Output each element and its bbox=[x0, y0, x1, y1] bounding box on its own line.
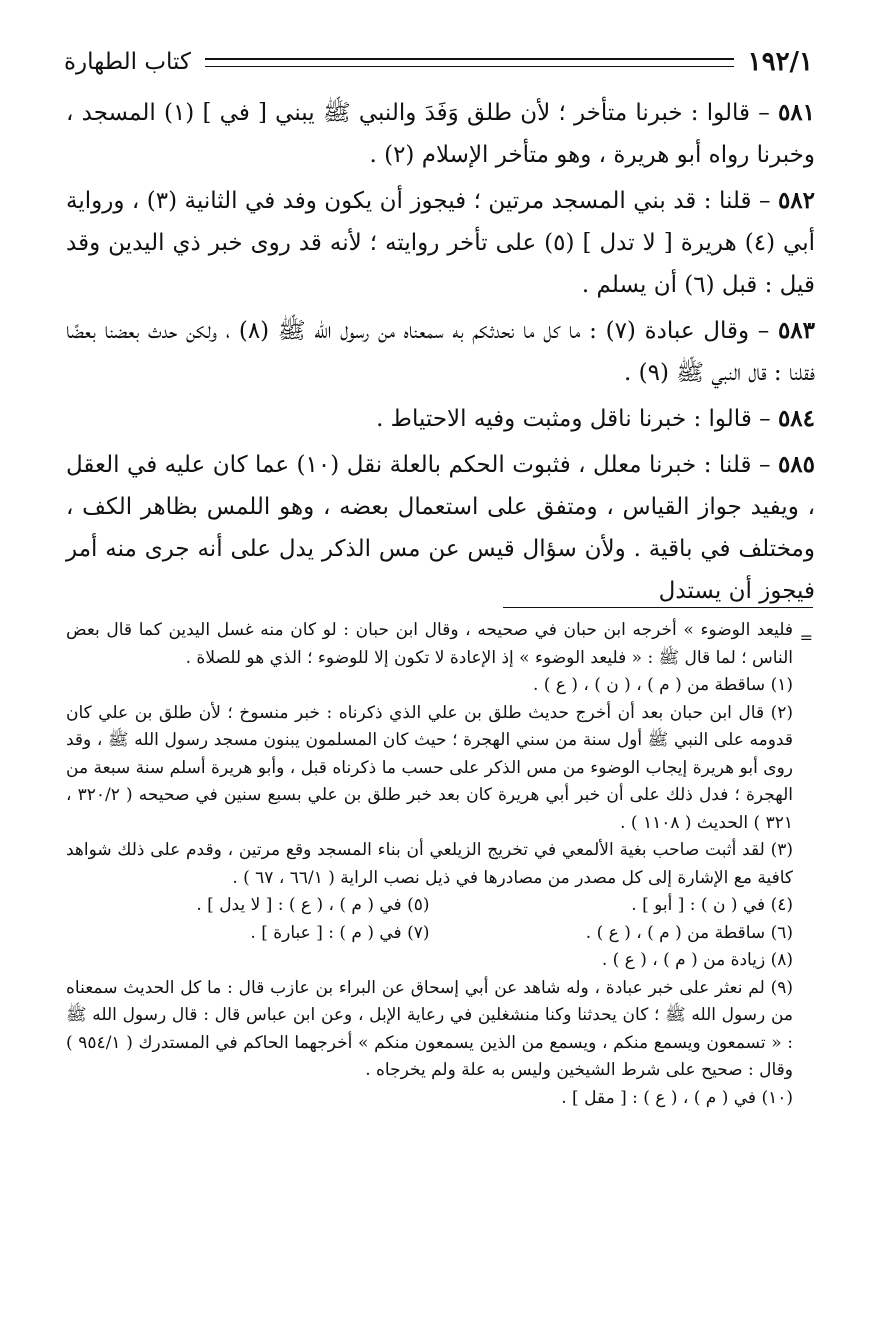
paragraph-number: ٥٨٢ bbox=[777, 187, 816, 214]
paragraph-text: – قالوا : خبرنا متأخر ؛ لأن طلق وَفَدَ والنبي ﷺ يبني [ في ] (١) المسجد ، وخبرنا رواه أبو هريرة ، وهو متأخر الإسلام (٢) . bbox=[66, 100, 815, 168]
main-text bbox=[66, 92, 815, 616]
running-title: كتاب الطهارة bbox=[64, 49, 191, 75]
paragraph-text: – وقال عبادة (٧) : ما كل ما نحدثكم به سمعناه من رسول الله ﷺ (٨) ، ولكن حدث بعضنا بعضًا فقلنا : قال النبي ﷺ (٩) . bbox=[66, 318, 815, 386]
paragraph-number: ٥٨٤ bbox=[777, 405, 815, 432]
paragraph-number: ٥٨٥ bbox=[777, 451, 815, 478]
footnote-6: (٦) ساقطة من ( م ) ، ( ع ) . bbox=[585, 922, 793, 943]
footnote-2: (٢) قال ابن حبان بعد أن أخرج حديث طلق بن علي الذي ذكرناه : خبر منسوخ ؛ لأن طلق بن علي كان قدومه على النبي ﷺ أول سنة من سني الهجرة ؛ حيث كان المسلمون يبنون مسجد رسول الله ﷺ ، وقد روى أبو هريرة إيجاب الوضوء من مس الذكر على حسب ما ذكرناه قبل ، وأبو هريرة أسلم سنة سبعة من الهجرة ؛ فدل ذلك على أن خبر أبي هريرة كان بعد خبر طلق بن علي بسبع سنين في صحيحه ( ٣٢٠/٢ ، ٣٢١ ) الحديث ( ١١٠٨ ) . bbox=[66, 702, 793, 833]
paragraph-582 bbox=[66, 180, 815, 306]
paragraph-584 bbox=[66, 398, 815, 440]
footnote-8: (٨) زيادة من ( م ) ، ( ع ) . bbox=[601, 950, 793, 970]
footnote-9: (٩) لم نعثر على خبر عبادة ، وله شاهد عن أبي إسحاق عن البراء بن عازب قال : ما كل الحديث سمعناه من رسول الله ﷺ ؛ كان يحدثنا وكنا منشغلين في رعاية الإبل ، وعن ابن عباس قال : قال رسول الله ﷺ : « تسمعون ويسمع منكم ، ويسمع من الذين يسمعون منكم » أخرجهما الحاكم في المستدرك ( ٩٥٤/١ ) وقال : صحيح على شرط الشيخين وليس به علة ولم يخرجاه . bbox=[66, 977, 793, 1080]
footnote-7: (٧) في ( م ) : [ عبارة ] . bbox=[250, 922, 430, 943]
paragraph-581 bbox=[66, 92, 815, 176]
footnotes bbox=[66, 617, 793, 1112]
footnote-5: (٥) في ( م ) ، ( ع ) : [ لا يدل ] . bbox=[196, 895, 430, 915]
paragraph-585 bbox=[66, 444, 815, 612]
paragraph-583 bbox=[66, 310, 815, 394]
paragraph-text: – قلنا : خبرنا معلل ، فثبوت الحكم بالعلة نقل (١٠) عما كان عليه في العقل ، ويفيد جواز القياس ، ومتفق على استعمال بعضه ، وهو اللمس بظاهر الكف ، ومختلف في باقية . ولأن سؤال قيس عن مس الذكر يدل على أنه جرى منه أمر فيجوز أن يستدل bbox=[66, 452, 815, 604]
paragraph-text: – قلنا : قد بني المسجد مرتين ؛ فيجوز أن يكون وفد في الثانية (٣) ، ورواية أبي (٤) هريرة [ لا تدل ] (٥) على تأخر روايته ؛ لأنه قد روى خبر ذي اليدين وقد قيل : قبل (٦) أن يسلم . bbox=[66, 188, 816, 298]
footnote-4: (٤) في ( ن ) : [ أبو ] . bbox=[631, 895, 793, 915]
footnote-3: (٣) لقد أثبت صاحب بغية الألمعي في تخريج الزيلعي أن بناء المسجد وقع مرتين ، وقدم على ذلك شواهد كافية مع الإشارة إلى كل مصدر من مصادرها في ذيل نصب الراية ( ٦٦/١ ، ٦٧ ) . bbox=[66, 840, 793, 888]
footnote-row-4-5 bbox=[66, 892, 793, 920]
footnote-row-6-7 bbox=[66, 920, 793, 948]
paragraph-number: ٥٨٣ bbox=[777, 317, 815, 344]
footnote-separator bbox=[503, 607, 813, 608]
footnote-10: (١٠) في ( م ) ، ( ع ) : [ مقل ] . bbox=[561, 1087, 793, 1108]
footnote-1: (١) ساقطة من ( م ) ، ( ن ) ، ( ع ) . bbox=[532, 675, 793, 695]
page-header bbox=[64, 40, 813, 84]
paragraph-text: – قالوا : خبرنا ناقل ومثبت وفيه الاحتياط . bbox=[376, 406, 771, 432]
header-rule bbox=[205, 58, 734, 67]
continuation-mark: = bbox=[799, 628, 813, 647]
page-number: ١٩٢/١ bbox=[747, 47, 813, 77]
footnote-continuation: فليعد الوضوء » أخرجه ابن حبان في صحيحه ، وقال ابن حبان : لو كان منه غسل اليدين كما قال بعض الناس ؛ لما قال ﷺ : « فليعد الوضوء » إذ الإعادة لا تكون إلا للوضوء ؛ الذي هو للصلاة . bbox=[66, 620, 793, 668]
paragraph-number: ٥٨١ bbox=[777, 99, 815, 126]
